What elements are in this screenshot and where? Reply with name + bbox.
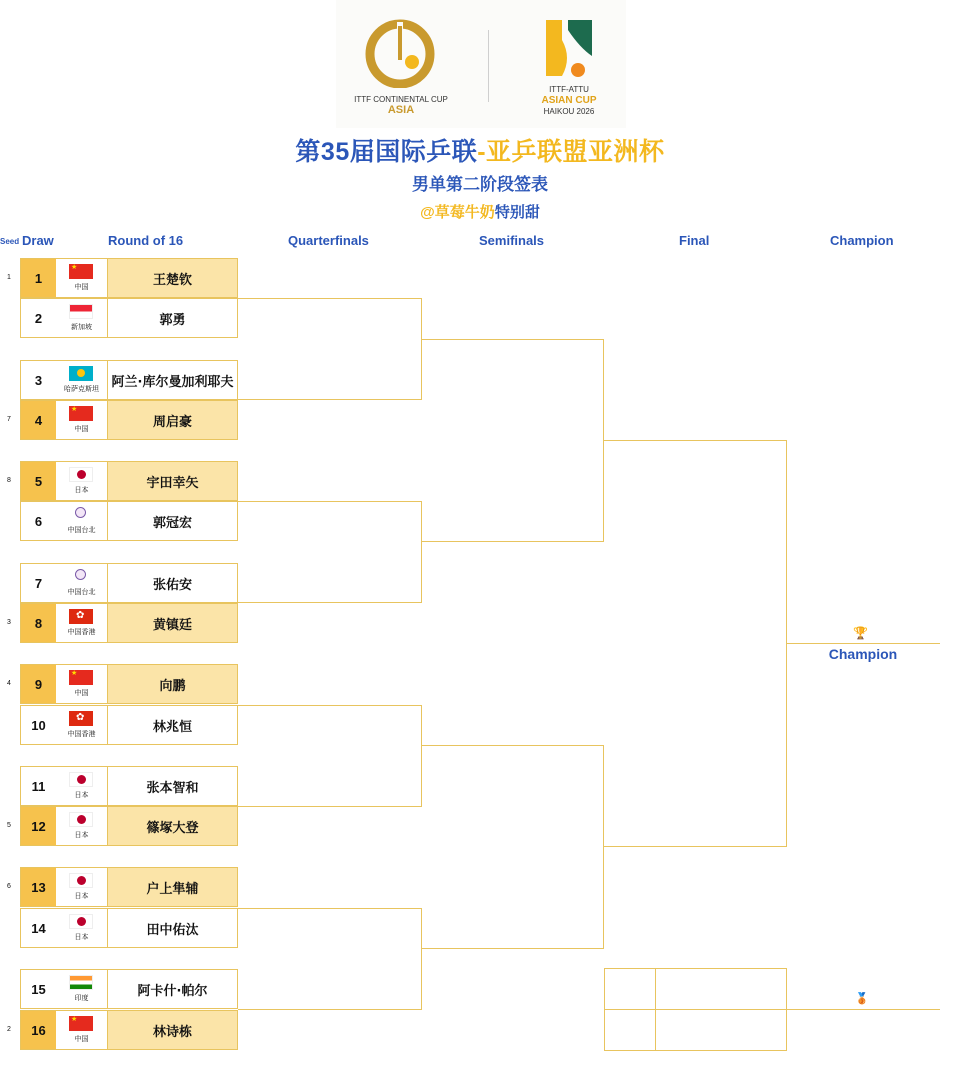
player-name: 阿兰·库尔曼加利耶夫 xyxy=(111,374,234,390)
country-cell xyxy=(56,604,108,642)
bracket-sf-2 xyxy=(422,745,604,949)
country-cell xyxy=(56,807,108,845)
player-name: 周启豪 xyxy=(152,414,192,430)
country-cell xyxy=(56,868,108,906)
page-subtitle: 男单第二阶段签表 xyxy=(412,175,548,194)
seed-number: 3 xyxy=(7,619,11,626)
country-flag-icon xyxy=(69,366,93,381)
third-place-divider-h xyxy=(605,1009,786,1010)
player-row xyxy=(20,563,238,603)
header-champion: Champion xyxy=(830,233,894,248)
event-logos xyxy=(336,0,626,128)
seed-number: 2 xyxy=(7,1026,11,1033)
player-name: 阿卡什·帕尔 xyxy=(137,983,208,999)
country-cell xyxy=(56,462,108,500)
country-name: 中国 xyxy=(74,690,89,697)
champion-label: Champion xyxy=(828,646,898,662)
country-cell xyxy=(56,564,108,602)
country-name: 中国香港 xyxy=(67,629,96,636)
country-cell xyxy=(56,259,108,297)
player-row xyxy=(20,298,238,338)
country-flag-icon xyxy=(69,670,93,685)
seed-number: 6 xyxy=(7,883,11,890)
draw-number: 12 xyxy=(21,807,57,845)
country-cell xyxy=(56,767,108,805)
header-round-of-16: Round of 16 xyxy=(108,233,184,248)
draw-number: 10 xyxy=(21,706,57,744)
country-cell xyxy=(56,665,108,703)
draw-number: 3 xyxy=(21,361,57,399)
player-name: 郭冠宏 xyxy=(152,515,192,531)
draw-number: 5 xyxy=(21,462,57,500)
bracket-qf-3 xyxy=(238,705,422,807)
player-name: 张本智和 xyxy=(146,780,199,796)
draw-number: 14 xyxy=(21,909,57,947)
player-name: 王楚钦 xyxy=(152,272,192,288)
third-place-box xyxy=(604,968,787,1051)
country-name: 中国台北 xyxy=(67,589,96,596)
page-title-part1: 第35届国际乒联 xyxy=(295,138,478,166)
draw-number: 15 xyxy=(21,970,57,1008)
country-flag-icon xyxy=(69,772,93,787)
country-flag-icon xyxy=(69,304,93,319)
player-row xyxy=(20,461,238,501)
player-row xyxy=(20,908,238,948)
country-flag-icon xyxy=(69,1016,93,1031)
country-flag-icon xyxy=(69,975,93,990)
country-flag-icon xyxy=(69,406,93,421)
draw-number: 16 xyxy=(21,1011,57,1049)
country-flag-icon xyxy=(69,711,93,726)
country-cell xyxy=(56,909,108,947)
country-name: 哈萨克斯坦 xyxy=(64,386,99,393)
page-title xyxy=(285,132,675,168)
draw-number: 4 xyxy=(21,401,57,439)
player-name: 郭勇 xyxy=(159,312,186,328)
player-row xyxy=(20,1010,238,1050)
bracket-qf-4 xyxy=(238,908,422,1010)
country-name: 中国台北 xyxy=(67,527,96,534)
player-row xyxy=(20,867,238,907)
seed-number: 8 xyxy=(7,477,11,484)
player-row xyxy=(20,501,238,541)
player-name: 户上隼辅 xyxy=(146,881,199,897)
player-row xyxy=(20,360,238,400)
player-name: 黄镇廷 xyxy=(152,617,192,633)
header-final: Final xyxy=(679,233,710,248)
draw-number: 8 xyxy=(21,604,57,642)
country-name: 中国 xyxy=(74,1036,89,1043)
header-seed: Seed xyxy=(0,237,20,246)
draw-number: 11 xyxy=(21,767,57,805)
country-name: 日本 xyxy=(74,792,89,799)
player-row xyxy=(20,400,238,440)
player-name: 林诗栋 xyxy=(152,1024,192,1040)
country-name: 日本 xyxy=(74,934,89,941)
country-cell xyxy=(56,970,108,1008)
country-cell xyxy=(56,502,108,540)
player-name: 林兆恒 xyxy=(152,719,192,735)
player-row xyxy=(20,664,238,704)
country-flag-icon xyxy=(69,812,93,827)
right-logo-line2: ASIAN CUP xyxy=(541,95,597,106)
seed-number: 7 xyxy=(7,416,11,423)
seed-number: 1 xyxy=(7,274,11,281)
country-flag-icon xyxy=(69,914,93,929)
page-title-part2: -亚乒联盟亚洲杯 xyxy=(477,138,665,166)
draw-number: 13 xyxy=(21,868,57,906)
player-row xyxy=(20,705,238,745)
country-name: 新加坡 xyxy=(71,324,92,331)
country-flag-icon xyxy=(69,264,93,279)
player-row xyxy=(20,766,238,806)
draw-number: 7 xyxy=(21,564,57,602)
country-flag-icon xyxy=(69,467,93,482)
player-name: 张佑安 xyxy=(152,577,192,593)
author-handle xyxy=(330,201,630,222)
player-name: 篠塚大登 xyxy=(146,820,199,836)
country-name: 日本 xyxy=(74,832,89,839)
header-draw: Draw xyxy=(22,233,54,248)
player-row xyxy=(20,969,238,1009)
bracket-champion-line xyxy=(787,643,940,644)
header-semifinals: Semifinals xyxy=(479,233,545,248)
third-place-line xyxy=(787,1009,940,1010)
player-name: 宇田幸矢 xyxy=(146,475,199,491)
country-cell xyxy=(56,1011,108,1049)
country-cell xyxy=(56,361,108,399)
right-logo-line3: HAIKOU 2026 xyxy=(543,107,595,116)
player-name: 向鹏 xyxy=(159,678,186,694)
country-cell xyxy=(56,299,108,337)
draw-number: 1 xyxy=(21,259,57,297)
left-logo-line2: ASIA xyxy=(387,104,415,116)
seed-number: 5 xyxy=(7,822,11,829)
draw-number: 2 xyxy=(21,299,57,337)
bracket-sf-1 xyxy=(422,339,604,542)
country-name: 日本 xyxy=(74,893,89,900)
asian-cup-logo-icon xyxy=(542,18,594,82)
author-handle-at: @草莓牛奶 xyxy=(420,204,495,221)
bronze-medal-icon: 🥉 xyxy=(855,992,869,1005)
draw-number: 6 xyxy=(21,502,57,540)
country-name: 中国 xyxy=(74,284,89,291)
player-name: 田中佑汰 xyxy=(146,922,199,938)
country-flag-icon xyxy=(69,507,93,522)
player-row xyxy=(20,603,238,643)
country-flag-icon xyxy=(69,609,93,624)
country-name: 日本 xyxy=(74,487,89,494)
logo-divider xyxy=(488,30,489,102)
draw-number: 9 xyxy=(21,665,57,703)
country-cell xyxy=(56,401,108,439)
continental-cup-logo-icon xyxy=(362,16,438,88)
country-name: 中国香港 xyxy=(67,731,96,738)
bracket-qf-1 xyxy=(238,298,422,400)
player-row xyxy=(20,258,238,298)
player-row xyxy=(20,806,238,846)
bracket-final xyxy=(604,440,787,847)
country-flag-icon xyxy=(69,569,93,584)
trophy-icon: 🏆 xyxy=(853,626,868,640)
country-name: 中国 xyxy=(74,426,89,433)
country-cell xyxy=(56,706,108,744)
author-handle-rest: 特别甜 xyxy=(494,204,540,221)
right-logo-line1: ITTF-ATTU xyxy=(549,85,589,94)
left-logo-line1: ITTF CONTINENTAL CUP xyxy=(354,95,448,104)
country-flag-icon xyxy=(69,873,93,888)
bracket-qf-2 xyxy=(238,501,422,603)
seed-number: 4 xyxy=(7,680,11,687)
country-name: 印度 xyxy=(74,995,89,1002)
header-quarterfinals: Quarterfinals xyxy=(288,233,369,248)
